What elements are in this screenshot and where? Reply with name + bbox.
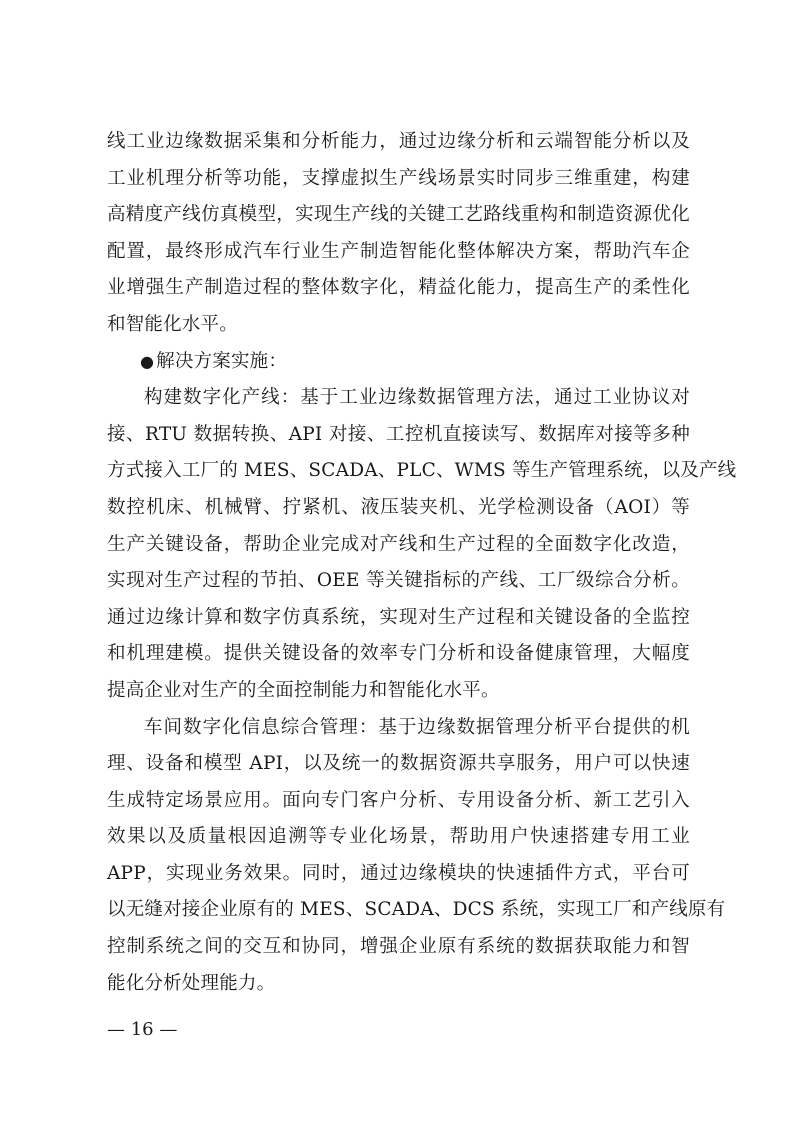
text-line: 业增强生产制造过程的整体数字化，精益化能力，提高生产的柔性化 [107, 277, 690, 299]
text-line: 线工业边缘数据采集和分析能力，通过边缘分析和云端智能分析以及 [107, 131, 690, 152]
text-line: 效果以及质量根因追溯等专业化场景，帮助用户快速搭建专用工业 [107, 826, 690, 848]
text-line: 生产关键设备，帮助企业完成对产线和生产过程的全面数字化改造， [107, 533, 690, 555]
text-line: 生成特定场景应用。面向专门客户分析、专用设备分析、新工艺引入 [107, 789, 690, 811]
text-line: 提高企业对生产的全面控制能力和智能化水平。 [107, 679, 500, 701]
text-line: 和机理建模。提供关键设备的效率专门分析和设备健康管理，大幅度 [107, 643, 690, 665]
section-heading-text: 解决方案实施： [156, 350, 288, 372]
text-line: 控制系统之间的交互和协同，增强企业原有系统的数据获取能力和智 [107, 936, 690, 958]
paragraph-workshop-management [107, 710, 726, 1003]
text-line: 通过边缘计算和数字仿真系统，实现对生产过程和关键设备的全监控 [107, 606, 690, 628]
page-number: — 16 — [107, 1019, 178, 1040]
text-line: 理、设备和模型 API，以及统一的数据资源共享服务，用户可以快速 [107, 753, 690, 775]
text-line: 车间数字化信息综合管理：基于边缘数据管理分析平台提供的机 [144, 716, 690, 738]
text-line: 工业机理分析等功能，支撑虚拟生产线场景实时同步三维重建，构建 [107, 167, 690, 189]
text-line: 配置，最终形成汽车行业生产制造智能化整体解决方案，帮助汽车企 [107, 240, 690, 262]
text-line: 构建数字化产线：基于工业边缘数据管理方法，通过工业协议对 [144, 387, 690, 409]
paragraph-digital-line [107, 380, 737, 709]
text-line: 数控机床、机械臂、拧紧机、液压装夹机、光学检测设备（AOI）等 [107, 496, 690, 518]
text-line: APP，实现业务效果。同时，通过边缘模块的快速插件方式，平台可 [107, 862, 690, 884]
text-line: 以无缝对接企业原有的 MES、SCADA、DCS 系统，实现工厂和产线原有 [107, 899, 726, 921]
text-line: 接、RTU 数据转换、API 对接、工控机直接读写、数据库对接等多种 [107, 423, 690, 445]
text-line: 实现对生产过程的节拍、OEE 等关键指标的产线、工厂级综合分析。 [107, 570, 690, 592]
text-line: 和智能化水平。 [107, 313, 238, 335]
text-line: 能化分析处理能力。 [107, 972, 276, 994]
text-line: 高精度产线仿真模型，实现生产线的关键工艺路线重构和制造资源优化 [107, 204, 690, 226]
document-page [107, 124, 737, 1002]
bullet-icon: ● [140, 351, 155, 371]
paragraph-intro [107, 124, 690, 344]
section-heading [107, 344, 690, 381]
text-line: 方式接入工厂的 MES、SCADA、PLC、WMS 等生产管理系统，以及产线 [107, 460, 737, 482]
